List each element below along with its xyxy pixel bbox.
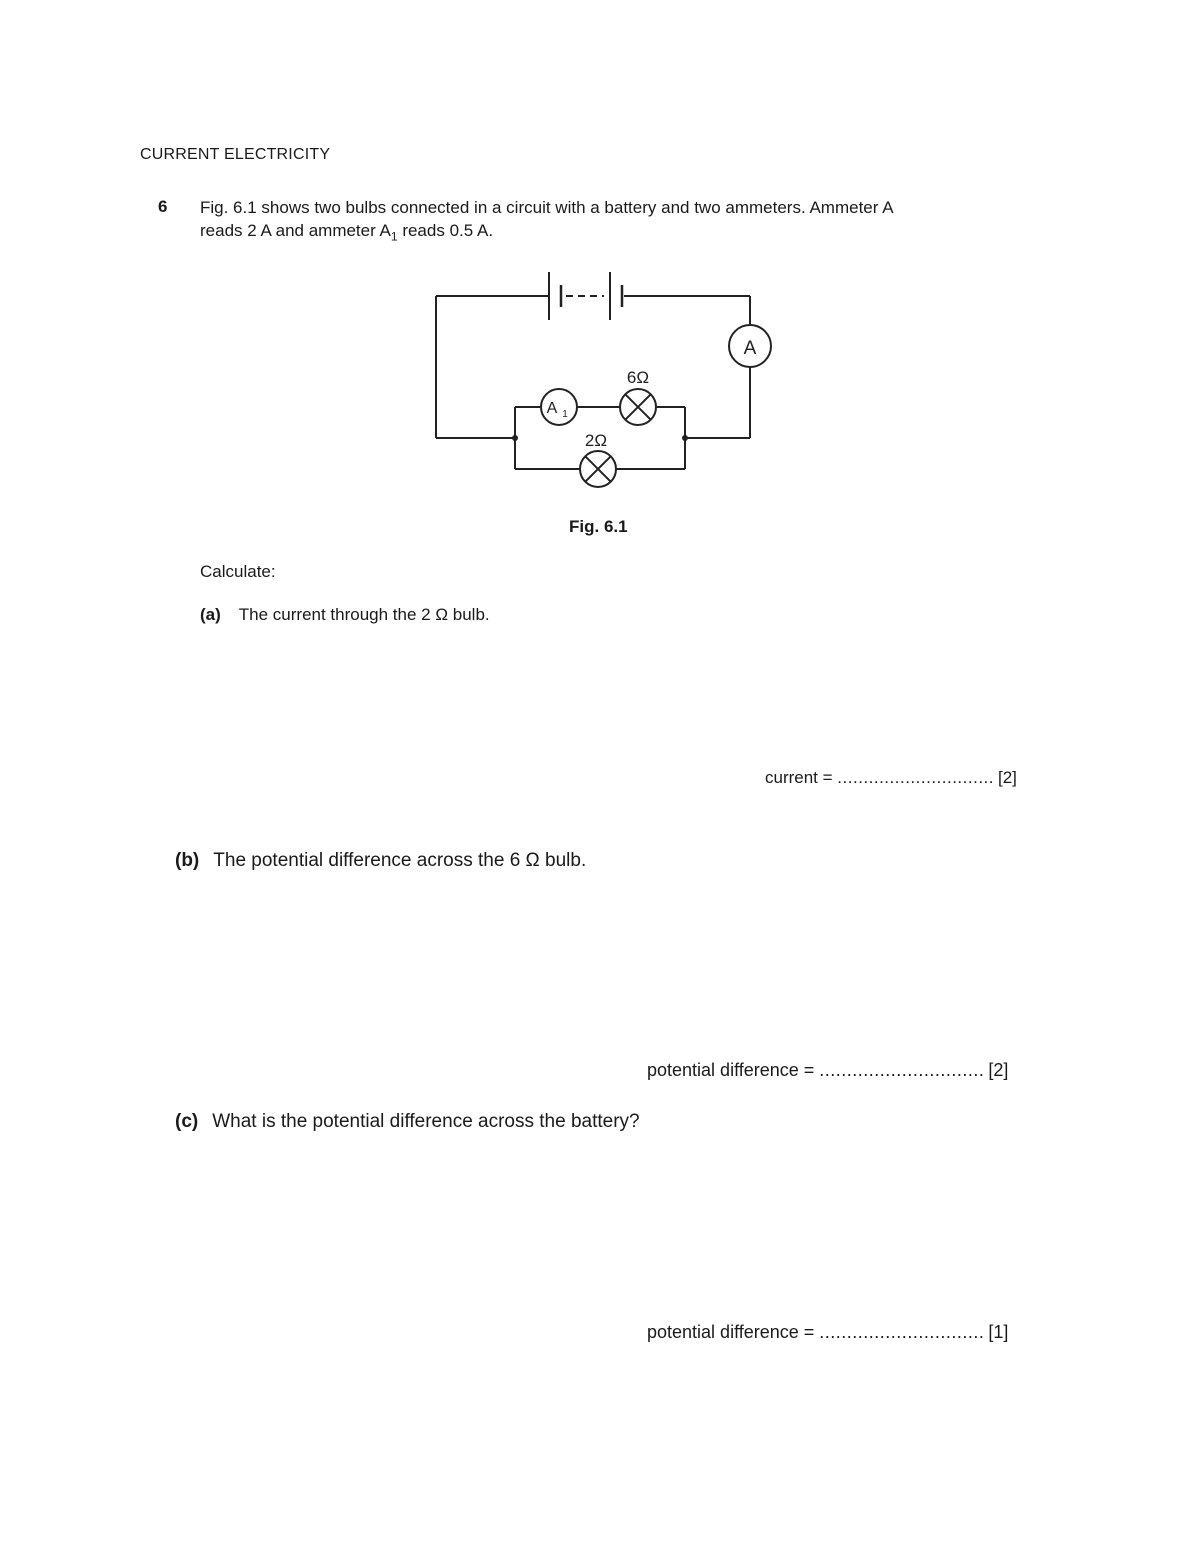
part-b-marks: [2]	[988, 1060, 1009, 1080]
intro-line-2-end: reads 0.5 A.	[397, 221, 494, 240]
battery-symbol	[549, 272, 622, 320]
part-b-answer-label: potential difference =	[647, 1060, 820, 1080]
intro-subscript: 1	[390, 229, 398, 244]
page-header: CURRENT ELECTRICITY	[140, 146, 331, 163]
bulb-2-ohm-label: 2Ω	[584, 431, 608, 450]
intro-line-2-start: reads 2 A and ammeter A	[200, 221, 391, 240]
part-a-answer-label: current =	[765, 768, 838, 787]
ammeter-a-label: A	[743, 338, 757, 359]
junction-right	[682, 435, 688, 441]
part-c-answer-blank[interactable]: ..............................	[819, 1322, 985, 1342]
part-a-label: (a)	[200, 605, 221, 624]
part-c-answer-label: potential difference =	[647, 1322, 820, 1342]
figure-caption: Fig. 6.1	[569, 517, 628, 536]
part-a-text: The current through the 2 Ω bulb.	[238, 605, 490, 624]
ammeter-a1-subscript: 1	[562, 409, 568, 420]
part-c-answer-line	[647, 1322, 1008, 1343]
part-b-question	[175, 850, 586, 872]
bulb-6-ohm-label: 6Ω	[626, 368, 650, 387]
part-c-question	[175, 1111, 640, 1133]
bulb-2-ohm-icon	[580, 451, 616, 487]
part-b-answer-blank[interactable]: ..............................	[819, 1060, 985, 1080]
part-a-answer-line	[765, 768, 1017, 788]
calculate-label: Calculate:	[200, 562, 276, 581]
question-number: 6	[158, 197, 168, 216]
part-a-answer-blank[interactable]: ..............................	[837, 768, 994, 787]
junction-left	[512, 435, 518, 441]
intro-line-1: Fig. 6.1 shows two bulbs connected in a circuit with a battery and two ammeters. Ammeter A	[200, 198, 894, 217]
part-c-marks: [1]	[988, 1322, 1009, 1342]
part-c-label: (c)	[175, 1111, 199, 1132]
part-a-question	[200, 605, 490, 625]
part-c-text: What is the potential difference across the battery?	[212, 1111, 640, 1132]
ammeter-a1-label: A	[546, 400, 558, 417]
bulb-6-ohm-icon	[620, 389, 656, 425]
part-b-label: (b)	[175, 850, 200, 871]
part-b-answer-line	[647, 1060, 1008, 1081]
part-a-marks: [2]	[998, 768, 1017, 787]
part-b-text: The potential difference across the 6 Ω bulb.	[213, 850, 587, 871]
circuit-diagram	[0, 0, 1200, 560]
